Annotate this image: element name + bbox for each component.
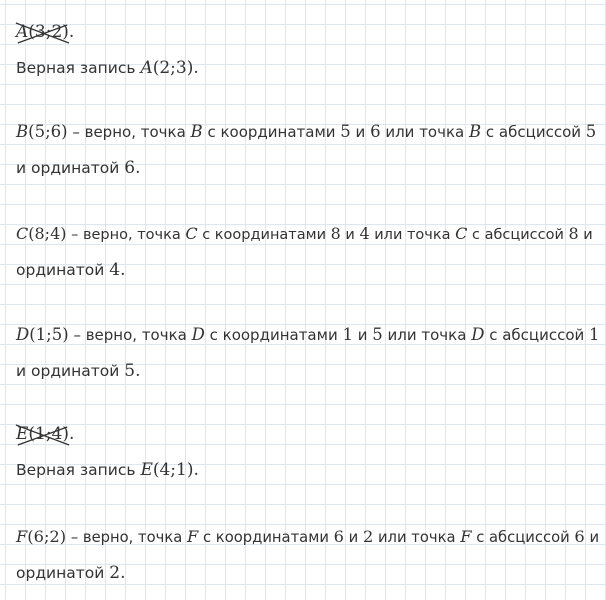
strike-mark-a	[14, 21, 71, 45]
line-a-struck: A(3;2) .	[16, 22, 600, 42]
line-f-1: F(6;2) – верно, точка F с координатами 6 и 2 или точка F с абсциссой 6 и	[16, 527, 600, 546]
line-a-correct: Верная запись A(2;3).	[16, 58, 199, 78]
strike-mark-e	[14, 423, 71, 447]
line-e-correct: Верная запись E(4;1).	[16, 460, 199, 480]
line-d-2: и ординатой 5.	[16, 361, 141, 381]
line-d-1: D(1;5) – верно, точка D с координатами 1 и 5 или точка D с абсциссой 1	[16, 325, 600, 344]
line-e-struck: E(1;4) .	[16, 424, 600, 444]
line-c-2: ординатой 4.	[16, 260, 126, 280]
struck-notation-a: A(3;2)	[16, 22, 69, 42]
line-b-2: и ординатой 6.	[16, 158, 141, 178]
line-c-1: C(8;4) – верно, точка C с координатами 8 и 4 или точка C с абсциссой 8 и	[16, 224, 593, 243]
line-b-1: B(5;6) – верно, точка B с координатами 5 и 6 или точка B с абсциссой 5	[16, 122, 597, 141]
struck-notation-e: E(1;4)	[16, 424, 69, 444]
line-f-2: ординатой 2.	[16, 563, 126, 583]
